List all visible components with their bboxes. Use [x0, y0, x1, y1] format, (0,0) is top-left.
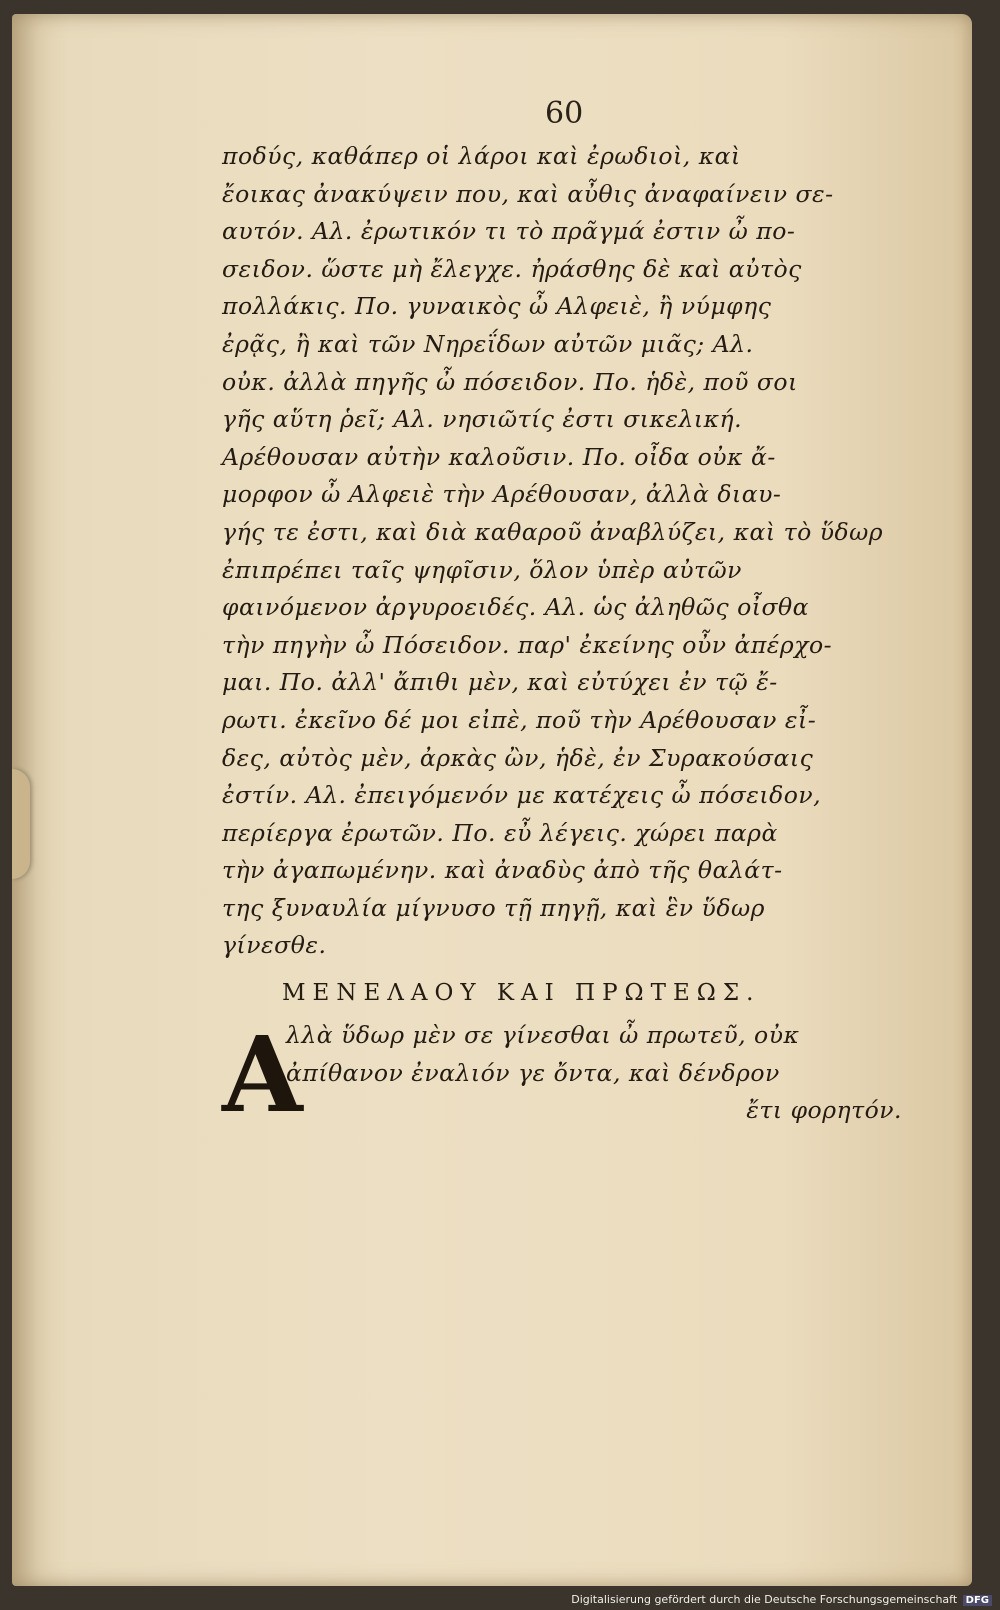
text-line: της ξυναυλία μίγνυσο τῇ πηγῇ, καὶ ἓν ὕδωρ: [222, 893, 765, 922]
text-line: δες, αὐτὸς μὲν, ἀρκὰς ὢν, ἡδὲ, ἐν Συρακούσαις: [222, 743, 814, 772]
text-line: γίνεσθε.: [222, 931, 327, 960]
text-line: φαινόμενον ἀργυροειδές. Αλ. ὡς ἀληθῶς οἶσθα: [222, 593, 810, 622]
text-line: μορφον ὦ Αλφειὲ τὴν Αρέθουσαν, ἀλλὰ διαυ-: [222, 480, 782, 509]
text-line: οὐκ. ἀλλὰ πηγῆς ὦ πόσειδον. Πο. ἡδὲ, ποῦ σοι: [222, 367, 798, 396]
text-line: γής τε ἐστι, καὶ διὰ καθαροῦ ἀναβλύζει, καὶ τὸ ὕδωρ: [222, 517, 884, 546]
text-line: τὴν ἀγαπωμένην. καὶ ἀναδὺς ἀπὸ τῆς θαλάτ-: [222, 856, 783, 885]
text-line: ποδύς, καθάπερ οἱ λάροι καὶ ἐρωδιοὶ, καὶ: [222, 142, 741, 170]
text-line: μαι. Πο. ἀλλ' ἄπιθι μὲν, καὶ εὐτύχει ἐν τῷ ἔ-: [222, 668, 778, 697]
text-line: λλὰ ὕδωρ μὲν σε γίνεσθαι ὦ πρωτεῦ, οὐκ: [286, 1021, 800, 1050]
text-line: ἐστίν. Αλ. ἐπειγόμενόν με κατέχεις ὦ πόσειδον,: [222, 781, 822, 810]
section-heading: ΜΕΝΕΛΑΟΥ ΚΑΙ ΠΡΩΤΕΩΣ.: [282, 980, 761, 1007]
text-line: περίεργα ἐρωτῶν. Πο. εὖ λέγεις. χώρει παρὰ: [222, 818, 778, 847]
dropcap-paragraph: [222, 1013, 922, 1137]
dfg-logo: DFG: [963, 1595, 992, 1606]
credit-text: Digitalisierung gefördert durch die Deutsche Forschungsgemeinschaft: [571, 1593, 958, 1606]
page-text: [222, 138, 922, 1137]
text-line: σειδον. ὥστε μὴ ἔλεγχε. ἠράσθης δὲ καὶ αὐτὸς: [222, 254, 802, 283]
text-line: ρωτι. ἐκεῖνο δέ μοι εἰπὲ, ποῦ τὴν Αρέθουσαν εἶ-: [222, 705, 817, 734]
text-line: γῆς αὕτη ῥεῖ; Αλ. νησιῶτίς ἐστι σικελική.: [222, 405, 743, 434]
text-line: τὴν πηγὴν ὦ Πόσειδον. παρ' ἐκείνης οὖν ἀπέρχο-: [222, 630, 833, 659]
text-line: ἔοικας ἀνακύψειν που, καὶ αὖθις ἀναφαίνειν σε-: [222, 179, 834, 208]
digitization-credit: [571, 1593, 992, 1606]
dropcap-letter: A: [222, 1013, 304, 1137]
text-line: ἀπίθανον ἐναλιόν γε ὄντα, καὶ δένδρον: [286, 1058, 780, 1087]
text-line: πολλάκις. Πο. γυναικὸς ὦ Αλφειὲ, ἢ νύμφης: [222, 292, 772, 321]
text-line: ἐρᾷς, ἢ καὶ τῶν Νηρεΐδων αὐτῶν μιᾶς; Αλ.: [222, 329, 754, 358]
catchword-line: ἔτι φορητόν.: [746, 1096, 902, 1125]
text-line: ἐπιπρέπει ταῖς ψηφῖσιν, ὅλον ὑπὲρ αὐτῶν: [222, 555, 742, 584]
page-number: 60: [545, 96, 584, 131]
text-line: αυτόν. Αλ. ἐρωτικόν τι τὸ πρᾶγμά ἐστιν ὦ πο-: [222, 217, 796, 246]
text-line: Αρέθουσαν αὐτὴν καλοῦσιν. Πο. οἶδα οὐκ ἄ-: [222, 442, 776, 471]
page-tab: [12, 769, 30, 879]
